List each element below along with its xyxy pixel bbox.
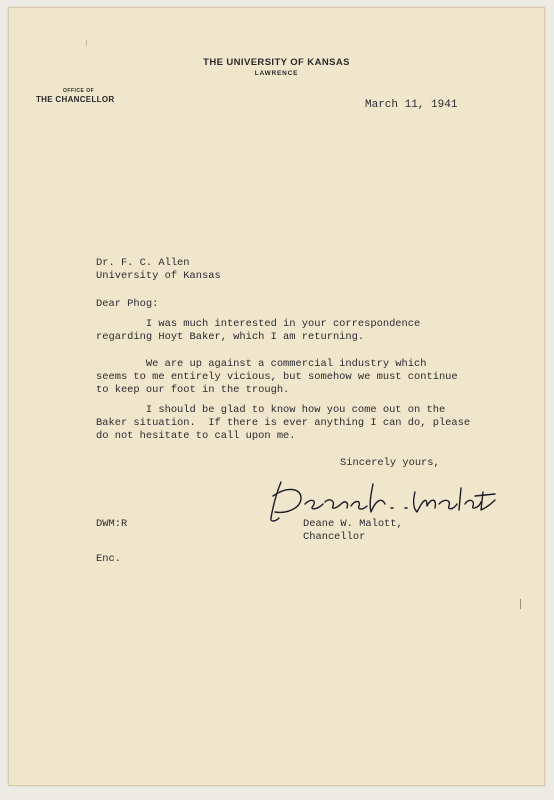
body-paragraph-3: I should be glad to know how you come out on the Baker situation. If there is ever anything I can do, please do not hesitate to call upon me. [96,404,471,442]
signer-name: Deane W. Malott, [303,518,403,530]
closing: Sincerely yours, [340,457,440,469]
recipient-name: Dr. F. C. Allen [96,257,190,269]
letter-date: March 11, 1941 [365,99,458,111]
body-paragraph-2: We are up against a commercial industry which seems to me entirely vicious, but somehow we must continue to keep our foot in the trough. [96,358,458,396]
paper-mark [86,40,87,46]
letterhead-city: LAWRENCE [254,70,299,77]
paper-mark [520,599,521,609]
salutation: Dear Phog: [96,298,159,310]
body-paragraph-1: I was much interested in your correspondence regarding Hoyt Baker, which I am returning. [96,318,421,343]
reference-initials: DWM:R [96,518,128,530]
letterhead-office-label: OFFICE OF [63,88,95,94]
letter-page [8,7,545,786]
letterhead-office-title: THE CHANCELLOR [36,95,115,104]
signer-title: Chancellor [303,531,366,543]
enclosure-notation: Enc. [96,553,121,565]
letterhead-university: THE UNIVERSITY OF KANSAS [203,57,350,68]
recipient-institution: University of Kansas [96,270,221,282]
